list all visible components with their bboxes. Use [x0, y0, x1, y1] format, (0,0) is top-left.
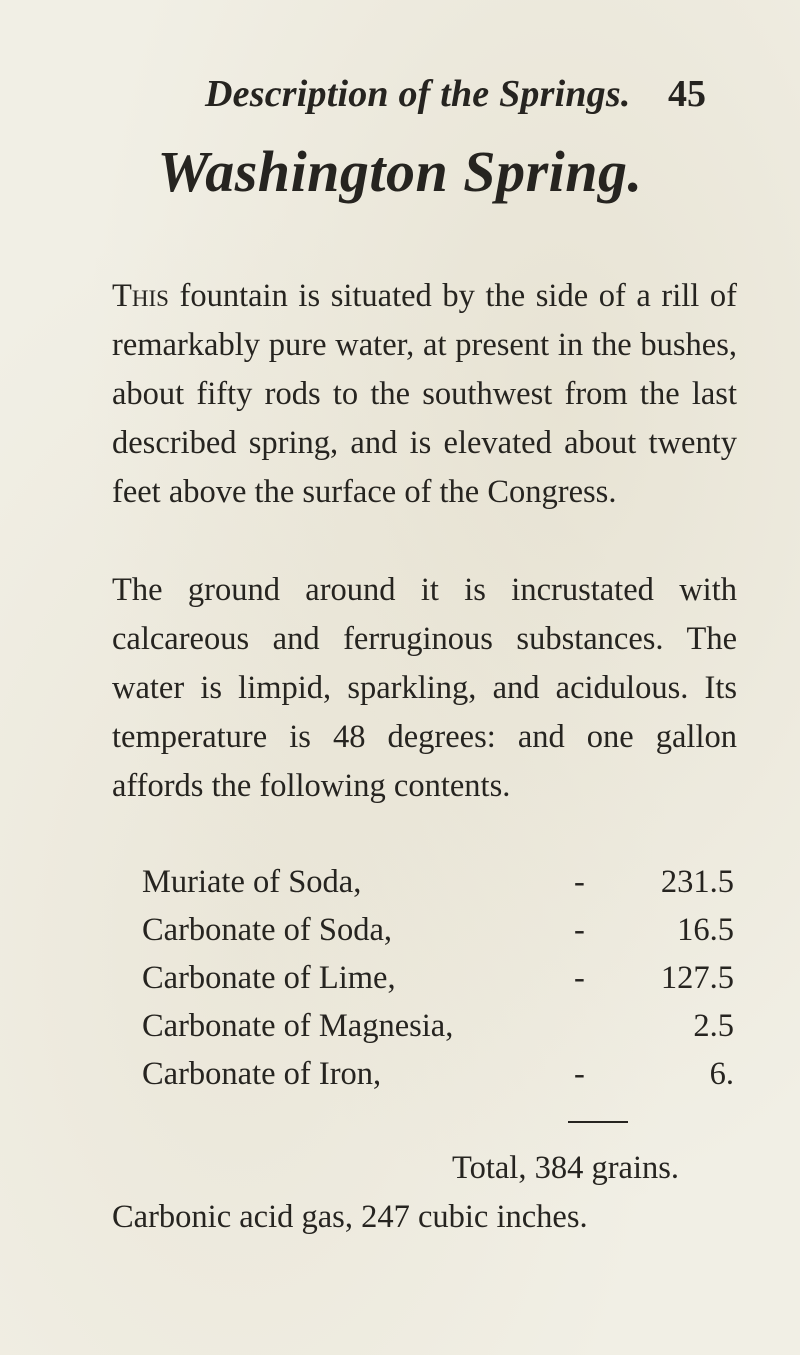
leader-dash: -	[574, 1056, 585, 1092]
ingredient-amount: 16.5	[677, 912, 734, 948]
running-head	[0, 72, 800, 122]
ingredient-name: Carbonate of Lime,	[142, 960, 396, 996]
total-line: Total, 384 grains.	[452, 1150, 679, 1186]
contents-row	[142, 1050, 742, 1098]
ingredient-name: Carbonate of Magnesia,	[142, 1008, 454, 1044]
contents-row	[142, 954, 742, 1002]
paragraph-description: The ground around it is incrustated with calcareous and ferruginous substances. The water is limpid, sparkling, and acidulous. Its temperature is 48 degrees: and one gallon affords the following contents.	[112, 572, 737, 804]
ingredient-name: Carbonate of Soda,	[142, 912, 393, 948]
section-heading: Washington Spring.	[157, 139, 643, 204]
contents-row	[142, 858, 742, 906]
contents-row	[142, 1002, 742, 1050]
leader-dash: -	[574, 864, 585, 900]
gas-line: Carbonic acid gas, 247 cubic inches.	[112, 1199, 588, 1235]
ingredient-amount: 2.5	[693, 1008, 734, 1044]
running-title: Description of the Springs.	[205, 73, 631, 115]
ingredient-name: Muriate of Soda,	[142, 864, 362, 900]
contents-row	[142, 906, 742, 954]
paragraph-first-word: This	[112, 278, 169, 314]
sum-rule	[568, 1121, 628, 1123]
leader-dash: -	[574, 912, 585, 948]
leader-dash: -	[574, 960, 585, 996]
ingredient-amount: 231.5	[660, 864, 734, 900]
ingredient-amount: 127.5	[660, 960, 734, 996]
contents-list	[142, 858, 742, 1098]
paragraph-location	[112, 272, 737, 517]
ingredient-name: Carbonate of Iron,	[142, 1056, 382, 1092]
ingredient-amount: 6.	[709, 1056, 734, 1092]
paragraph-text: fountain is situated by the side of a rill of remarkably pure water, at present in the bushes, about fifty rods to the southwest from the last described spring, and is elevated about twenty feet above the surface of the Congress.	[112, 278, 737, 510]
page-number: 45	[668, 73, 706, 115]
